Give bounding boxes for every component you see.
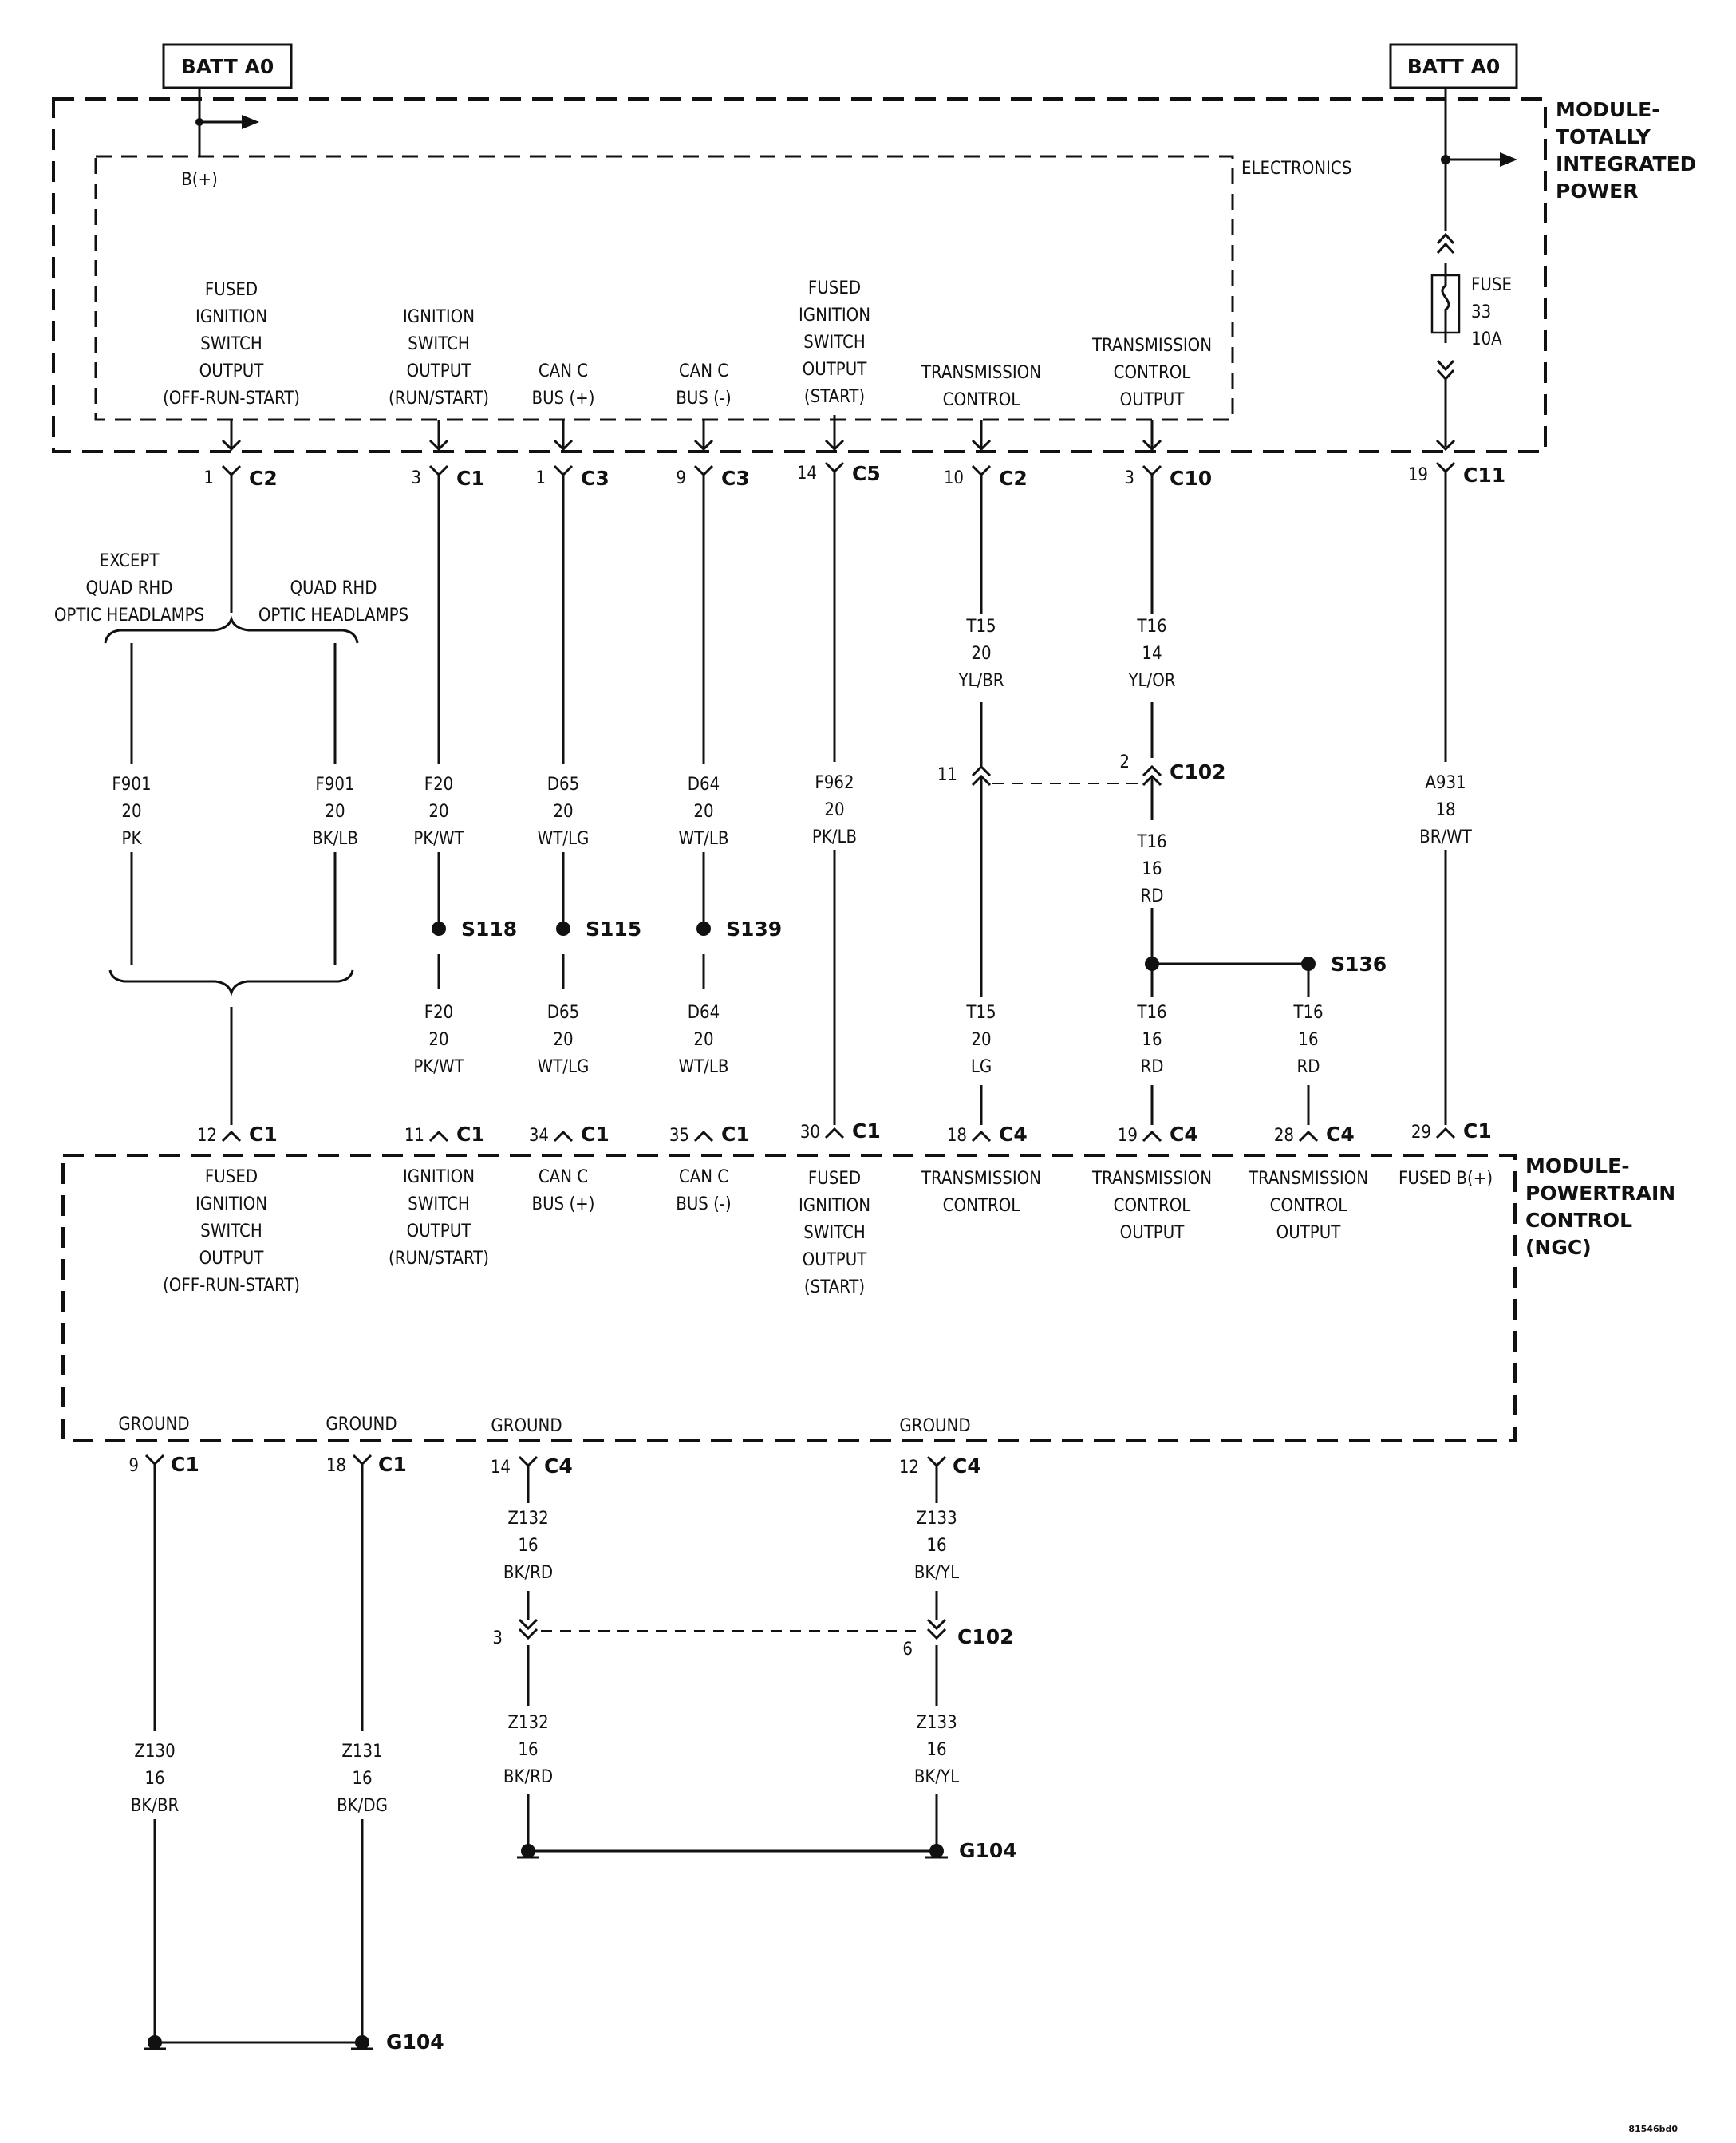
- fuse-label: FUSE: [1471, 275, 1512, 295]
- svg-text:BR/WT: BR/WT: [1419, 827, 1472, 847]
- svg-text:OUTPUT: OUTPUT: [1276, 1223, 1341, 1243]
- svg-text:1: 1: [203, 468, 214, 488]
- svg-text:C1: C1: [581, 1123, 610, 1146]
- svg-text:S136: S136: [1331, 953, 1387, 976]
- tipm-name: [1556, 98, 1696, 203]
- bplus-label: B(+): [181, 170, 218, 190]
- svg-text:C4: C4: [953, 1454, 981, 1478]
- svg-text:C1: C1: [721, 1123, 750, 1146]
- svg-text:20: 20: [325, 802, 345, 822]
- svg-text:F962: F962: [815, 773, 854, 793]
- svg-text:CONTROL: CONTROL: [1525, 1209, 1633, 1232]
- svg-text:C1: C1: [171, 1453, 199, 1476]
- svg-text:OUTPUT: OUTPUT: [406, 1221, 471, 1241]
- tipm-output-pins: [223, 415, 1454, 475]
- svg-text:16: 16: [926, 1740, 947, 1760]
- svg-text:16: 16: [1298, 1030, 1319, 1050]
- svg-text:C1: C1: [456, 1123, 485, 1146]
- svg-text:CAN C: CAN C: [538, 1167, 589, 1187]
- svg-text:T15: T15: [966, 1003, 996, 1023]
- svg-text:(START): (START): [803, 387, 866, 407]
- svg-text:POWERTRAIN: POWERTRAIN: [1525, 1182, 1676, 1205]
- svg-text:20: 20: [121, 802, 142, 822]
- svg-text:D65: D65: [546, 1003, 580, 1023]
- svg-text:EXCEPT: EXCEPT: [99, 551, 160, 571]
- svg-text:(START): (START): [803, 1277, 866, 1297]
- batt-right-label: BATT A0: [1407, 55, 1501, 78]
- svg-text:CONTROL: CONTROL: [1113, 1196, 1191, 1216]
- svg-text:POWER: POWER: [1556, 180, 1639, 203]
- svg-text:TRANSMISSION: TRANSMISSION: [921, 363, 1042, 383]
- svg-text:IGNITION: IGNITION: [195, 1194, 268, 1214]
- svg-text:D65: D65: [546, 775, 580, 795]
- svg-text:C4: C4: [544, 1454, 573, 1478]
- svg-text:C1: C1: [378, 1453, 407, 1476]
- svg-text:WT/LB: WT/LB: [678, 829, 729, 849]
- ground-labels: [118, 1415, 970, 1436]
- wire-labels: [100, 614, 1478, 1085]
- svg-text:C4: C4: [999, 1123, 1028, 1146]
- splice-s118: [432, 918, 517, 941]
- svg-text:BUS (-): BUS (-): [676, 1194, 732, 1214]
- svg-text:10A: 10A: [1471, 330, 1502, 349]
- svg-text:T15: T15: [966, 617, 996, 637]
- svg-text:9: 9: [676, 468, 686, 488]
- ground-pins: [128, 1453, 980, 1478]
- svg-text:PK: PK: [121, 829, 142, 849]
- svg-text:29: 29: [1410, 1123, 1431, 1143]
- svg-text:(OFF-RUN-START): (OFF-RUN-START): [163, 389, 300, 408]
- svg-text:18: 18: [946, 1126, 967, 1146]
- svg-text:(RUN/START): (RUN/START): [389, 389, 489, 408]
- svg-text:SWITCH: SWITCH: [408, 334, 470, 354]
- svg-text:FUSED: FUSED: [204, 1167, 258, 1187]
- svg-text:LG: LG: [970, 1057, 992, 1077]
- svg-text:T16: T16: [1137, 832, 1167, 852]
- svg-text:OUTPUT: OUTPUT: [802, 360, 867, 380]
- svg-text:C1: C1: [1463, 1119, 1492, 1143]
- svg-text:S139: S139: [726, 918, 783, 941]
- svg-text:GROUND: GROUND: [491, 1416, 562, 1436]
- svg-text:30: 30: [799, 1123, 820, 1143]
- svg-text:C3: C3: [721, 467, 750, 490]
- svg-text:20: 20: [824, 800, 845, 820]
- svg-text:20: 20: [971, 644, 992, 664]
- svg-text:BK/YL: BK/YL: [913, 1563, 960, 1583]
- svg-text:GROUND: GROUND: [899, 1416, 971, 1436]
- svg-text:CAN C: CAN C: [678, 361, 729, 381]
- svg-text:CAN C: CAN C: [538, 361, 589, 381]
- svg-text:18: 18: [326, 1456, 346, 1476]
- svg-text:BK/YL: BK/YL: [913, 1767, 960, 1787]
- splice-s115: [556, 918, 641, 941]
- svg-text:SWITCH: SWITCH: [408, 1194, 470, 1214]
- svg-text:BK/DG: BK/DG: [337, 1796, 388, 1816]
- svg-text:BUS (-): BUS (-): [676, 389, 732, 408]
- svg-text:16: 16: [518, 1536, 539, 1556]
- svg-text:OUTPUT: OUTPUT: [1119, 390, 1185, 410]
- svg-text:16: 16: [1142, 859, 1162, 879]
- pcm-name: [1525, 1154, 1675, 1259]
- svg-text:TRANSMISSION: TRANSMISSION: [1091, 336, 1213, 356]
- svg-text:C11: C11: [1463, 464, 1506, 487]
- svg-text:BUS (+): BUS (+): [531, 389, 595, 408]
- svg-text:SWITCH: SWITCH: [803, 333, 866, 353]
- svg-text:19: 19: [1407, 465, 1428, 485]
- svg-text:SWITCH: SWITCH: [803, 1223, 866, 1243]
- svg-text:FUSED: FUSED: [807, 1169, 862, 1189]
- svg-text:YL/BR: YL/BR: [958, 671, 1004, 691]
- svg-text:C4: C4: [1326, 1123, 1355, 1146]
- svg-text:SWITCH: SWITCH: [200, 1221, 262, 1241]
- svg-text:T16: T16: [1293, 1003, 1324, 1023]
- svg-text:(NGC): (NGC): [1525, 1236, 1592, 1259]
- svg-text:3: 3: [492, 1628, 503, 1648]
- svg-text:BK/BR: BK/BR: [130, 1796, 180, 1816]
- svg-text:FUSED: FUSED: [204, 280, 258, 300]
- svg-text:RD: RD: [1296, 1057, 1320, 1077]
- svg-text:WT/LG: WT/LG: [537, 829, 590, 849]
- svg-text:20: 20: [553, 802, 574, 822]
- svg-text:20: 20: [971, 1030, 992, 1050]
- svg-text:TRANSMISSION: TRANSMISSION: [921, 1169, 1042, 1189]
- svg-text:IGNITION: IGNITION: [195, 307, 268, 327]
- svg-text:9: 9: [128, 1456, 139, 1476]
- svg-text:BK/RD: BK/RD: [503, 1563, 554, 1583]
- svg-text:MODULE-: MODULE-: [1556, 98, 1660, 121]
- svg-text:3: 3: [411, 468, 421, 488]
- batt-left-feed: [181, 88, 259, 190]
- svg-text:S115: S115: [586, 918, 642, 941]
- svg-text:CAN C: CAN C: [678, 1167, 729, 1187]
- svg-text:Z130: Z130: [134, 1742, 176, 1762]
- svg-text:FUSED B(+): FUSED B(+): [1398, 1169, 1493, 1189]
- svg-text:12: 12: [196, 1126, 217, 1146]
- svg-text:F901: F901: [315, 775, 355, 795]
- svg-text:QUAD RHD: QUAD RHD: [85, 578, 173, 598]
- tipm-circuit-labels: [163, 278, 1212, 410]
- svg-text:A931: A931: [1425, 773, 1466, 793]
- svg-text:BK/RD: BK/RD: [503, 1767, 554, 1787]
- svg-text:20: 20: [428, 1030, 449, 1050]
- svg-text:WT/LG: WT/LG: [537, 1057, 590, 1077]
- svg-text:C1: C1: [249, 1123, 278, 1146]
- svg-text:14: 14: [1142, 644, 1162, 664]
- svg-text:F20: F20: [424, 1003, 454, 1023]
- svg-text:20: 20: [428, 802, 449, 822]
- svg-text:GROUND: GROUND: [326, 1415, 397, 1435]
- svg-text:QUAD RHD: QUAD RHD: [290, 578, 377, 598]
- ground-point-labels: [386, 1839, 1017, 2054]
- svg-text:Z132: Z132: [507, 1713, 549, 1733]
- svg-text:T16: T16: [1137, 617, 1167, 637]
- svg-text:D64: D64: [687, 1003, 720, 1023]
- electronics-outline: [96, 156, 1233, 420]
- svg-text:OPTIC HEADLAMPS: OPTIC HEADLAMPS: [258, 606, 409, 626]
- svg-text:20: 20: [693, 802, 714, 822]
- svg-text:35: 35: [669, 1126, 689, 1146]
- pcm-connector-labels: [197, 1119, 1492, 1146]
- batt-left-box: [164, 45, 291, 88]
- svg-text:D64: D64: [687, 775, 720, 795]
- svg-text:C2: C2: [999, 467, 1028, 490]
- svg-text:16: 16: [1142, 1030, 1162, 1050]
- svg-text:C4: C4: [1170, 1123, 1198, 1146]
- svg-text:OUTPUT: OUTPUT: [199, 1249, 264, 1269]
- svg-text:RD: RD: [1140, 886, 1164, 906]
- svg-text:S118: S118: [461, 918, 518, 941]
- svg-text:SWITCH: SWITCH: [200, 334, 262, 354]
- svg-text:20: 20: [553, 1030, 574, 1050]
- arrow-right-icon: [1500, 152, 1517, 167]
- svg-text:IGNITION: IGNITION: [402, 307, 475, 327]
- svg-text:14: 14: [796, 464, 817, 483]
- svg-text:PK/WT: PK/WT: [413, 1057, 464, 1077]
- svg-text:INTEGRATED: INTEGRATED: [1556, 152, 1697, 176]
- svg-text:GROUND: GROUND: [118, 1415, 190, 1435]
- svg-text:CONTROL: CONTROL: [1269, 1196, 1347, 1216]
- svg-text:F901: F901: [112, 775, 152, 795]
- svg-text:MODULE-: MODULE-: [1525, 1154, 1630, 1178]
- splice-s139: [696, 918, 782, 941]
- svg-text:28: 28: [1273, 1126, 1294, 1146]
- svg-text:CONTROL: CONTROL: [1113, 363, 1191, 383]
- svg-text:CONTROL: CONTROL: [942, 1196, 1020, 1216]
- svg-text:C102: C102: [1170, 760, 1226, 783]
- svg-text:OUTPUT: OUTPUT: [802, 1250, 867, 1270]
- svg-text:TRANSMISSION: TRANSMISSION: [1248, 1169, 1369, 1189]
- batt-left-label: BATT A0: [180, 55, 274, 78]
- svg-text:C102: C102: [957, 1625, 1014, 1648]
- arrow-right-icon: [242, 115, 259, 129]
- svg-text:16: 16: [926, 1536, 947, 1556]
- svg-text:34: 34: [528, 1126, 549, 1146]
- svg-text:11: 11: [404, 1126, 424, 1146]
- svg-text:IGNITION: IGNITION: [402, 1167, 475, 1187]
- svg-text:IGNITION: IGNITION: [798, 1196, 871, 1216]
- svg-text:PK/LB: PK/LB: [811, 827, 858, 847]
- svg-text:14: 14: [490, 1458, 511, 1478]
- svg-text:FUSED: FUSED: [807, 278, 862, 298]
- svg-text:20: 20: [693, 1030, 714, 1050]
- ground-g104-lower: G104: [386, 2031, 444, 2054]
- batt-right-feed: [1432, 88, 1517, 447]
- svg-text:OUTPUT: OUTPUT: [199, 361, 264, 381]
- svg-text:Z132: Z132: [507, 1509, 549, 1529]
- svg-text:WT/LB: WT/LB: [678, 1057, 729, 1077]
- svg-text:C1: C1: [852, 1119, 881, 1143]
- electronics-label: ELECTRONICS: [1241, 159, 1352, 179]
- svg-text:TRANSMISSION: TRANSMISSION: [1091, 1169, 1213, 1189]
- tipm-connector-labels: [203, 462, 1505, 490]
- svg-text:33: 33: [1471, 302, 1492, 322]
- svg-text:YL/OR: YL/OR: [1128, 671, 1176, 691]
- svg-text:IGNITION: IGNITION: [798, 306, 871, 326]
- svg-text:16: 16: [518, 1740, 539, 1760]
- svg-text:PK/WT: PK/WT: [413, 829, 464, 849]
- svg-text:3: 3: [1124, 468, 1134, 488]
- svg-text:Z131: Z131: [341, 1742, 383, 1762]
- svg-text:OUTPUT: OUTPUT: [406, 361, 471, 381]
- svg-text:CONTROL: CONTROL: [942, 390, 1020, 410]
- svg-text:C3: C3: [581, 467, 610, 490]
- svg-text:(RUN/START): (RUN/START): [389, 1249, 489, 1269]
- figure-id: 81546bd0: [1628, 2124, 1678, 2134]
- batt-right-box: [1391, 45, 1517, 88]
- svg-text:16: 16: [144, 1769, 165, 1789]
- svg-text:T16: T16: [1137, 1003, 1167, 1023]
- svg-text:Z133: Z133: [916, 1713, 957, 1733]
- svg-text:6: 6: [902, 1640, 913, 1660]
- svg-text:OPTIC HEADLAMPS: OPTIC HEADLAMPS: [53, 606, 205, 626]
- ground-wire-labels: [123, 1503, 969, 1819]
- svg-text:BK/LB: BK/LB: [312, 829, 358, 849]
- svg-text:TOTALLY: TOTALLY: [1556, 125, 1651, 148]
- svg-text:1: 1: [535, 468, 546, 488]
- pcm-pin-labels: [163, 1167, 1493, 1297]
- svg-text:16: 16: [352, 1769, 373, 1789]
- ground-g104-upper: G104: [959, 1839, 1017, 1862]
- svg-text:OUTPUT: OUTPUT: [1119, 1223, 1185, 1243]
- svg-text:10: 10: [943, 468, 964, 488]
- svg-text:C1: C1: [456, 467, 485, 490]
- svg-text:BUS (+): BUS (+): [531, 1194, 595, 1214]
- svg-text:C10: C10: [1170, 467, 1213, 490]
- svg-text:11: 11: [937, 765, 957, 785]
- svg-text:RD: RD: [1140, 1057, 1164, 1077]
- svg-text:F20: F20: [424, 775, 454, 795]
- svg-text:12: 12: [898, 1458, 919, 1478]
- svg-text:18: 18: [1435, 800, 1456, 820]
- svg-text:C2: C2: [249, 467, 278, 490]
- svg-text:(OFF-RUN-START): (OFF-RUN-START): [163, 1276, 300, 1296]
- svg-text:19: 19: [1117, 1126, 1138, 1146]
- svg-text:C5: C5: [852, 462, 881, 485]
- svg-text:2: 2: [1119, 752, 1130, 772]
- svg-text:Z133: Z133: [916, 1509, 957, 1529]
